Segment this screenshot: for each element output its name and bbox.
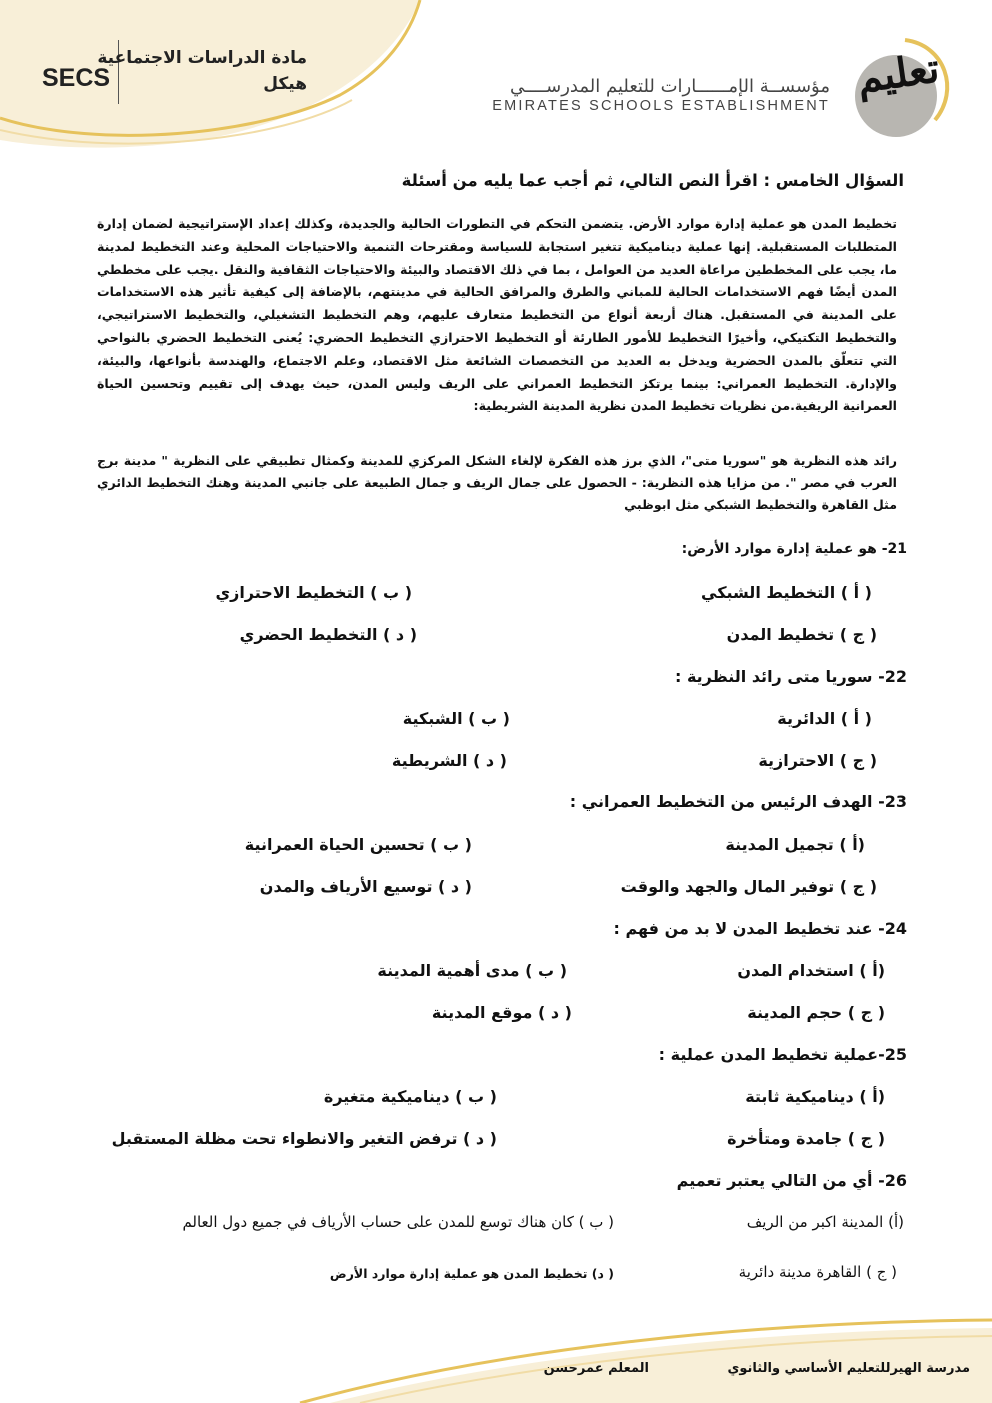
q24-option-a[interactable]: (أ ) استخدام المدن — [737, 961, 885, 980]
q22-option-d[interactable]: ( د ) الشريطية — [391, 751, 507, 770]
logo-wordmark: تعليم — [853, 44, 943, 103]
document-type: هيكل — [263, 74, 307, 94]
q25-option-a[interactable]: (أ ) ديناميكية ثابتة — [745, 1087, 885, 1106]
q24-option-b[interactable]: ( ب ) مدى أهمية المدينة — [377, 961, 567, 980]
q23-option-a[interactable]: (أ ) تجميل المدينة — [725, 835, 865, 854]
q24-option-c[interactable]: ( ج ) حجم المدينة — [747, 1003, 885, 1022]
q23-option-d[interactable]: ( د ) توسيع الأرياف والمدن — [259, 877, 472, 896]
question-21-stem: 21- هو عملية إدارة موارد الأرض: — [681, 541, 907, 557]
q21-option-b[interactable]: ( ب ) التخطيط الاحترازي — [215, 583, 412, 602]
subject-title: مادة الدراسات الاجتماعية — [97, 48, 307, 68]
institution-name-en: EMIRATES SCHOOLS ESTABLISHMENT — [492, 98, 830, 114]
q22-option-c[interactable]: ( ج ) الاحترازية — [758, 751, 877, 770]
q25-option-d[interactable]: ( د ) ترفض التغير والانطواء تحت مظلة المستقبل — [111, 1129, 497, 1148]
q21-option-a[interactable]: ( أ ) التخطيط الشبكي — [701, 583, 872, 602]
q26-option-a[interactable]: (أ) المدينة اكبر من الريف — [746, 1213, 904, 1231]
q23-option-c[interactable]: ( ج ) توفير المال والجهد والوقت — [620, 877, 877, 896]
q22-option-a[interactable]: ( أ ) الدائرية — [777, 709, 872, 728]
footer-teacher-name: المعلم عمرحسن — [543, 1361, 649, 1376]
brand-code: SECS — [42, 64, 111, 92]
question-23-stem: 23- الهدف الرئيس من التخطيط العمراني : — [569, 792, 907, 811]
question-26-stem: 26- أي من التالي يعتبر تعميم — [676, 1171, 907, 1190]
reading-passage-1: تخطيط المدن هو عملية إدارة موارد الأرض. يتضمن التحكم في التطورات الحالية والجديدة، وكذلك إعداد الإستراتيجية لضمان إدارة المتطلبات المستقبلية. إنها عملية ديناميكية تتغير استجابة للسياسة ومقترحات التنمية والاحتياجات المحلية وعند التخطيط لمدينة ما، يجب على المخططين مراعاة العديد من العوامل ، بما في ذلك الاقتصاد والبيئة والاحتياجات الثقافية والنقل .يجب على مخططي المدن أيضًا فهم الاستخدامات الحالية للمباني والطرق والمرافق الحالية في مدينتهم، بالإضافة إلى كيفية تأثير هذه الاستخدامات على المدينة في المستقبل. هناك أربعة أنواع من التخطيط متعارف عليهم، وهم التخطيط التشغيلي، والتخطيط الاستراتيجي، والتخطيط التكتيكي، وأخيرًا التخطيط للأمور الطارئة أو التخطيط الاحترازي التخطيط الحضري: يُعنى التخطيط الحضري بالنواحي التي تتعلّق بالمدن الحضرية ويدخل به العديد من التخصصات الشائعة مثل الاقتصاد، وعلم الاجتماع، والهندسة بأنواعها، والبيئة، والإدارة. التخطيط العمراني: بينما يرتكز التخطيط العمراني على الريف وليس المدن، حيث يهدف إلى تقييم وتحسين الحياة العمرانية الريفية.من نظريات تخطيط المدن نظرية المدينة الشريطية: — [97, 216, 897, 414]
q25-option-b[interactable]: ( ب ) ديناميكية متغيرة — [323, 1087, 497, 1106]
q24-option-d[interactable]: ( د ) موقع المدينة — [431, 1003, 572, 1022]
question-22-stem: 22- سوريا متى رائد النظرية : — [675, 667, 907, 686]
footer-school-name: مدرسة الهيرللتعليم الأساسي والثانوي — [727, 1361, 970, 1376]
reading-passage-2: رائد هذه النظرية هو "سوريا متى"، الذي برز هذه الفكرة لإلغاء الشكل المركزي للمدينة وكمثال تطبيقي على النظرية " مدينة برج العرب في مصر ". من مزايا هذه النظرية: - الحصول على جمال الريف و جمال الطبيعة على جانبي المدينة وهنك التخطيط الدائري مثل القاهرة والتخطيط الشبكي مثل ابوظبي — [97, 453, 897, 512]
question-25-stem: 25-عملية تخطيط المدن عملية : — [658, 1045, 907, 1064]
q26-option-d[interactable]: ( د) تخطيط المدن هو عملية إدارة موارد الأرض — [329, 1266, 614, 1281]
q26-option-c[interactable]: ( ج ) القاهرة مدينة دائرية — [738, 1263, 897, 1281]
q25-option-c[interactable]: ( ج ) جامدة ومتأخرة — [727, 1129, 885, 1148]
institution-name-ar: مؤسســة الإمــــــارات للتعليم المدرســــي — [510, 76, 830, 97]
subject-block — [97, 45, 307, 97]
q22-option-b[interactable]: ( ب ) الشبكية — [402, 709, 510, 728]
q26-option-b[interactable]: ( ب ) كان هناك توسع للمدن على حساب الأرياف في جميع دول العالم — [182, 1213, 614, 1231]
question-24-stem: 24- عند تخطيط المدن لا بد من فهم : — [613, 919, 907, 938]
question-title: السؤال الخامس : اقرأ النص التالي، ثم أجب عما يليه من أسئلة — [401, 171, 904, 190]
q21-option-c[interactable]: ( ج ) تخطيط المدن — [726, 625, 877, 644]
q21-option-d[interactable]: ( د ) التخطيط الحضري — [239, 625, 417, 644]
q23-option-b[interactable]: ( ب ) تحسين الحياة العمرانية — [244, 835, 472, 854]
